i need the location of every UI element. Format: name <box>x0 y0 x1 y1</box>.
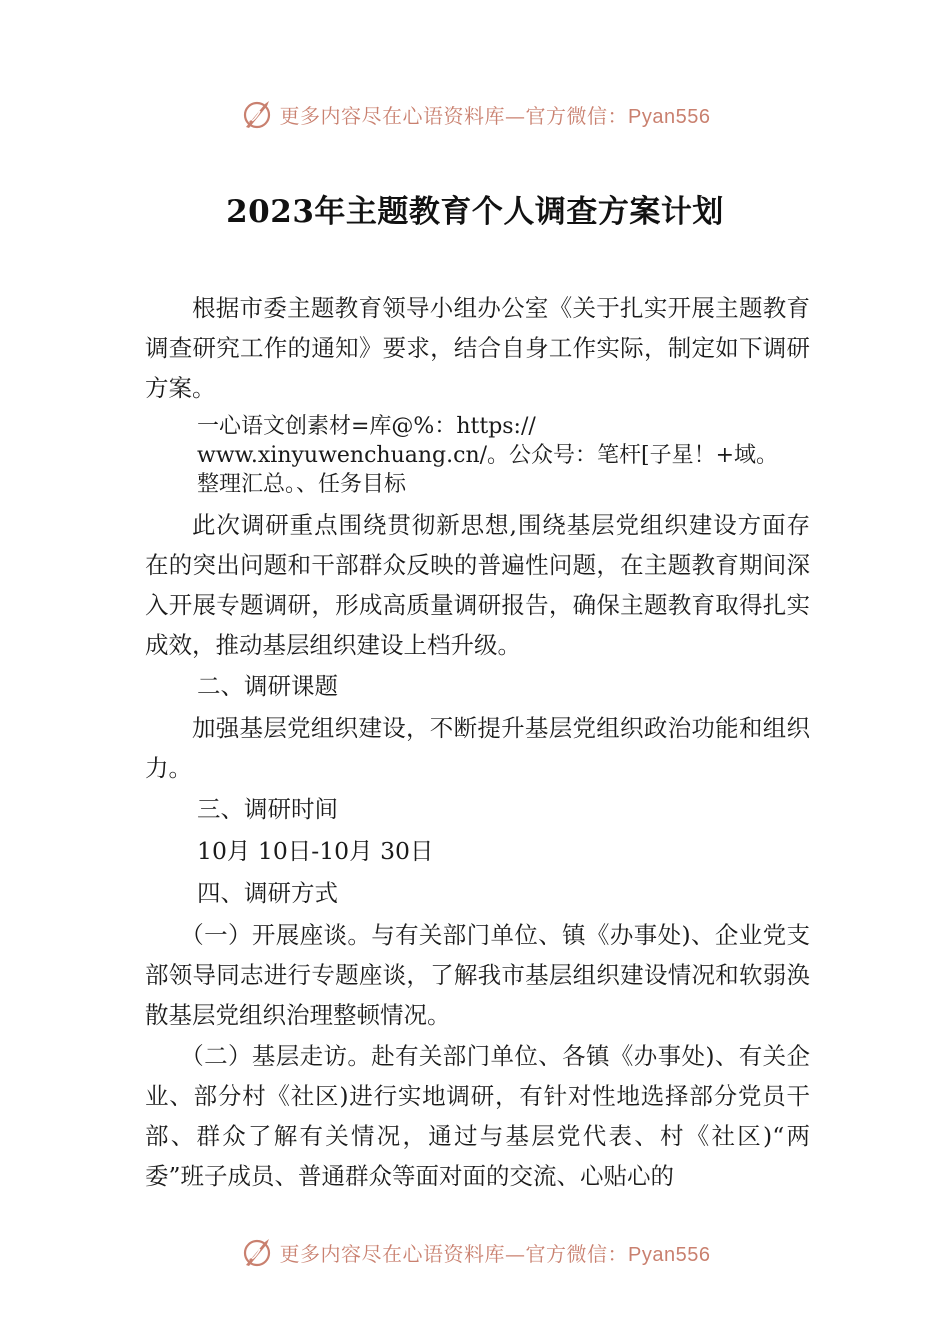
section2-heading: 二、调研课题 <box>197 672 338 700</box>
banner-wechat-id: Pyan556 <box>628 105 711 128</box>
banner-text: 更多内容尽在心语资料库—官方微信：Pyan556 <box>279 103 711 128</box>
method2-paragraph: （二）基层走访。赴有关部门单位、各镇《办事处)、有关企业、部分村《社区)进行实地调研，有针对性地选择部分党员干部、群众了解有关情况，通过与基层党代表、村《社区)“两委”班子成员、普通群众等面对面的交流、心贴心的 <box>145 1042 810 1190</box>
banner-wechat-id: Pyan556 <box>628 1243 711 1266</box>
section3-heading: 三、调研时间 <box>197 795 338 823</box>
quill-pen-logo-icon <box>240 97 274 131</box>
section2-body: 加强基层党组织建设，不断提升基层党组织政治功能和组织力。 <box>145 714 810 782</box>
watermark-line-3: 整理汇总。、任务目标 <box>197 472 407 497</box>
banner-text: 更多内容尽在心语资料库—官方微信：Pyan556 <box>279 1241 711 1266</box>
watermark-line-2: www.xinyuwenchuang.cn/。公众号：笔杆[子星！+域。 <box>197 443 779 468</box>
watermark-text-block <box>145 412 810 499</box>
section1-body: 此次调研重点围绕贯彻新思想,围绕基层党组织建设方面存在的突出问题和干部群众反映的普遍性问题，在主题教育期间深入开展专题调研，形成高质量调研报告，确保主题教育取得扎实成效，推动基层组织建设上档升级。 <box>145 511 810 659</box>
section4-heading: 四、调研方式 <box>197 879 338 907</box>
quill-pen-logo-icon <box>240 1235 274 1269</box>
watermark-line-1: 一心语文创素材=库@%：https:// <box>197 414 536 439</box>
header-watermark-banner <box>0 92 950 136</box>
document-body <box>145 288 810 1197</box>
method1-paragraph: （一）开展座谈。与有关部门单位、镇《办事处)、企业党支部领导同志进行专题座谈，了解我市基层组织建设情况和软弱涣散基层党组织治理整顿情况。 <box>145 921 810 1029</box>
document-title: 2023年主题教育个人调查方案计划 <box>226 194 724 230</box>
footer-watermark-banner <box>0 1230 950 1274</box>
intro-paragraph: 根据市委主题教育领导小组办公室《关于扎实开展主题教育调查研究工作的通知》要求，结合自身工作实际，制定如下调研方案。 <box>145 294 810 402</box>
section3-body: 10月 10日-10月 30日 <box>197 837 434 865</box>
